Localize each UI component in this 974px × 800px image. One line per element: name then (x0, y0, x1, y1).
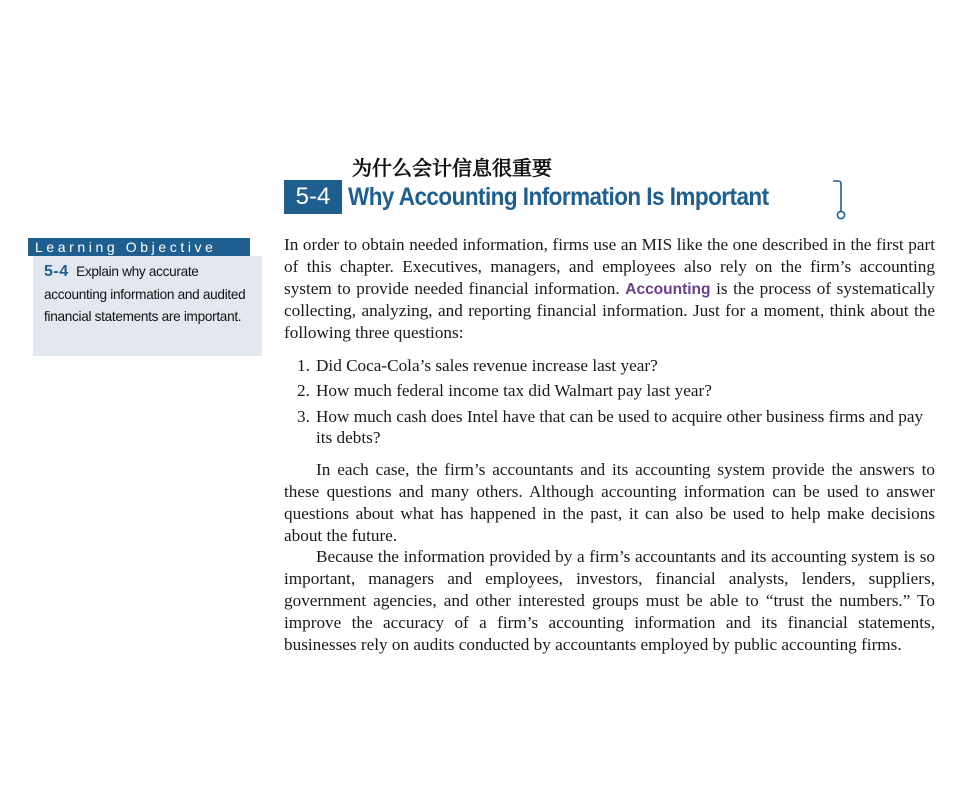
question-number: 2. (297, 381, 310, 401)
list-item (284, 406, 935, 450)
list-item (284, 355, 935, 377)
list-item (284, 380, 935, 402)
learning-objective-text: Explain why accurate accounting information and audited financial statements are important. (44, 264, 246, 324)
question-text: Did Coca-Cola’s sales revenue increase last year? (316, 355, 658, 375)
question-text: How much federal income tax did Walmart pay last year? (316, 381, 712, 401)
keyword-accounting: Accounting (625, 280, 711, 298)
question-number: 3. (297, 406, 310, 426)
intro-paragraph (284, 234, 935, 344)
intro-text-start: In order to obtain needed information, firms use an MIS like the one described in the first part of this chapter. Executives, managers, and employees also rely on the firm’s accounting system to provide needed financial information. (284, 235, 935, 298)
question-list (284, 355, 935, 449)
question-text: How much cash does Intel have that can be used to acquire other business firms and pay its debts? (316, 406, 924, 448)
learning-objective-header: Learning Objective (28, 238, 250, 256)
section-heading: Why Accounting Information Is Important (348, 183, 769, 211)
learning-objective-box (33, 256, 262, 356)
section-number-box: 5-4 (284, 180, 342, 214)
heading-bracket-decoration (832, 179, 852, 223)
main-text (284, 234, 935, 655)
intro-text-end: is the process of systematically collecting, analyzing, and reporting financial information. Just for a moment, think about the following three questions: (284, 278, 935, 343)
learning-objective-number: 5-4 (44, 263, 69, 280)
chinese-section-title: 为什么会计信息很重要 (352, 156, 552, 180)
question-number: 1. (297, 355, 310, 375)
paragraph-trust: Because the information provided by a firm’s accountants and its accounting system is so important, managers and employees, investors, financial analysts, lenders, suppliers, government agencies, and other interested groups must be able to “trust the numbers.” To improve the accuracy of a firm’s accounting information and its financial statements, businesses rely on audits conducted by accountants employed by public accounting firms. (284, 547, 935, 654)
paragraph-answers: In each case, the firm’s accountants and its accounting system provide the answers to these questions and many others. Although accounting information can be used to answer questions about what has happened in the past, it can also be used to help make decisions about the future. (284, 460, 935, 545)
